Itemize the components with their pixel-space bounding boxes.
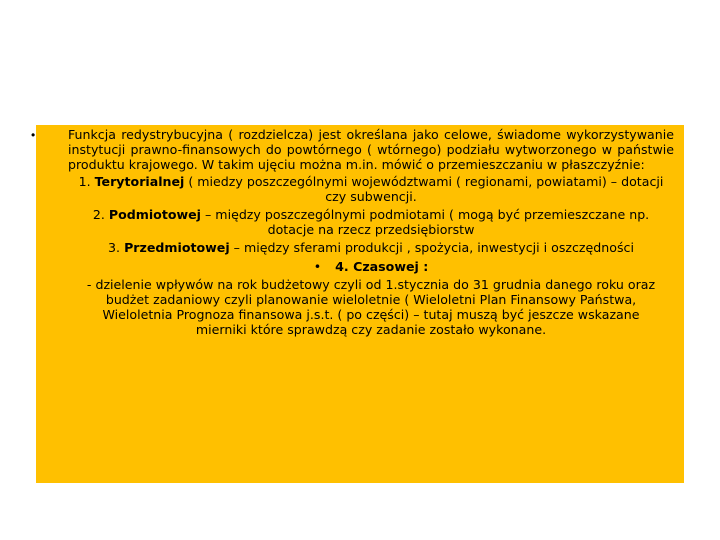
item-description: – między poszczególnymi podmiotami ( mogą być przemieszczane np. dotacje na rzecz przedsiębiorstw bbox=[201, 207, 650, 237]
item-term: Podmiotowej bbox=[108, 207, 201, 222]
bullet-marker: • bbox=[31, 128, 36, 142]
item-number: 2. bbox=[92, 207, 109, 222]
item-description: ( miedzy poszczególnymi województwami ( regionami, powiatami) – dotacji czy subwencji. bbox=[184, 174, 664, 204]
item-term: Przedmiotowej bbox=[124, 240, 230, 255]
intro-paragraph: Funkcja redystrybucyjna ( rozdzielcza) jest określana jako celowe, świadome wykorzystywanie instytucji prawno-finansowych do powtórnego ( wtórnego) podziału wytworzonego w państwie produktu krajowego. W takim ujęciu można m.in. mówić o przemieszczaniu w płaszczyźnie: bbox=[68, 127, 674, 172]
item-number: 1. bbox=[78, 174, 95, 189]
item-term: 4. Czasowej : bbox=[335, 259, 429, 274]
list-item-territorial bbox=[68, 174, 674, 204]
item-number: 3. bbox=[108, 240, 125, 255]
list-item-object bbox=[68, 240, 674, 255]
list-item-temporal bbox=[68, 259, 674, 274]
list-item-subject bbox=[68, 207, 674, 237]
temporal-note: - dzielenie wpływów na rok budżetowy czyli od 1.stycznia do 31 grudnia danego roku oraz budżet zadaniowy czyli planowanie wieloletnie ( Wieloletni Plan Finansowy Państwa, Wieloletnia Prognoza finansowa j.s.t. ( po części) – tutaj muszą być jeszcze wskazane mierniki które sprawdzą czy zadanie zostało wykonane. bbox=[86, 277, 656, 337]
slide-body bbox=[68, 127, 674, 337]
item-bullet: • bbox=[313, 259, 322, 274]
item-term: Terytorialnej bbox=[94, 174, 185, 189]
item-description: – między sferami produkcji , spożycia, inwestycji i oszczędności bbox=[229, 240, 634, 255]
